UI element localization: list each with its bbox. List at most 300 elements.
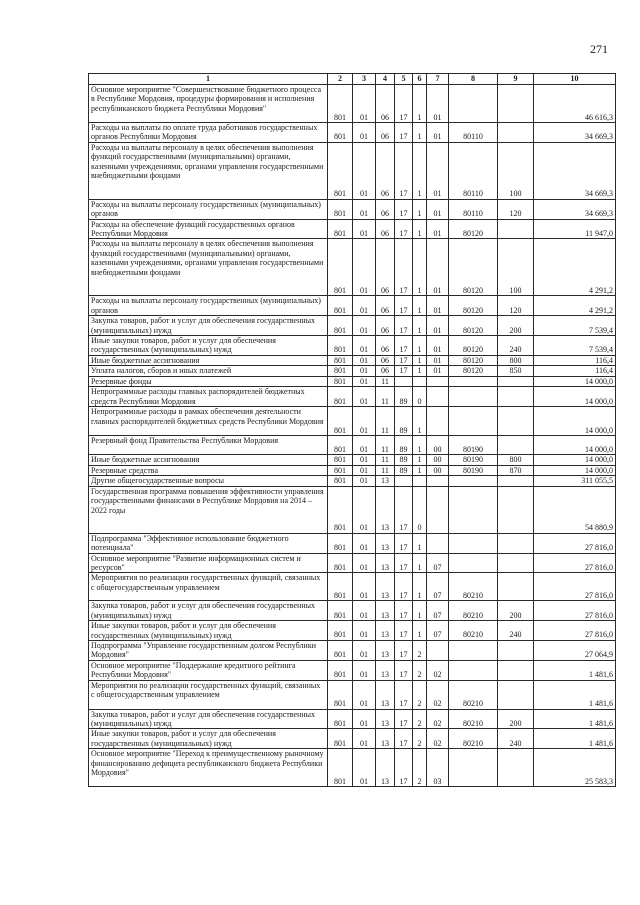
row-cell-c10: 34 669,3 — [534, 142, 616, 199]
row-cell-c10: 4 291,2 — [534, 296, 616, 316]
row-cell-c3: 01 — [353, 476, 376, 487]
row-cell-c5 — [395, 376, 413, 387]
row-cell-c9 — [498, 476, 534, 487]
row-name-cell: Расходы на выплаты персоналу государственных (муниципальных) органов — [89, 296, 328, 316]
row-cell-c8: 80120 — [449, 355, 498, 366]
row-name-cell: Другие общегосударственные вопросы — [89, 476, 328, 487]
row-cell-c4: 13 — [376, 749, 395, 787]
row-cell-c10: 54 880,9 — [534, 486, 616, 533]
row-cell-c6 — [413, 476, 427, 487]
row-cell-c5: 89 — [395, 465, 413, 476]
row-cell-c5: 17 — [395, 239, 413, 296]
table-row — [89, 660, 616, 680]
row-cell-c2: 801 — [328, 366, 353, 377]
row-cell-c6: 1 — [413, 85, 427, 123]
table-row — [89, 199, 616, 219]
row-cell-c5: 89 — [395, 387, 413, 407]
row-cell-c4: 13 — [376, 729, 395, 749]
table-row — [89, 486, 616, 533]
row-cell-c9 — [498, 123, 534, 143]
row-cell-c6: 1 — [413, 407, 427, 436]
row-name-cell: Уплата налогов, сборов и иных платежей — [89, 366, 328, 377]
row-cell-c8 — [449, 486, 498, 533]
table-row — [89, 316, 616, 336]
row-cell-c9 — [498, 219, 534, 239]
row-cell-c3: 01 — [353, 407, 376, 436]
row-cell-c9 — [498, 640, 534, 660]
row-cell-c4: 06 — [376, 336, 395, 356]
row-cell-c3: 01 — [353, 123, 376, 143]
row-cell-c7: 07 — [427, 621, 449, 641]
row-cell-c3: 01 — [353, 533, 376, 553]
row-cell-c7: 01 — [427, 336, 449, 356]
row-cell-c4: 13 — [376, 680, 395, 709]
row-cell-c8: 80120 — [449, 219, 498, 239]
row-cell-c6 — [413, 376, 427, 387]
row-cell-c10: 311 055,5 — [534, 476, 616, 487]
row-cell-c2: 801 — [328, 219, 353, 239]
row-name-cell: Расходы на выплаты персоналу в целях обеспечения выполнения функций государственными (муниципальными) органами, казенными учреждениями, органами управления государственными внебюджетными фондами — [89, 239, 328, 296]
row-cell-c8: 80110 — [449, 123, 498, 143]
row-cell-c7: 01 — [427, 239, 449, 296]
row-cell-c5: 17 — [395, 296, 413, 316]
row-name-cell: Расходы на обеспечение функций государственных органов Республики Мордовия — [89, 219, 328, 239]
row-cell-c2: 801 — [328, 387, 353, 407]
row-cell-c6: 1 — [413, 239, 427, 296]
row-cell-c10: 27 816,0 — [534, 533, 616, 553]
row-cell-c2: 801 — [328, 465, 353, 476]
row-cell-c5: 17 — [395, 533, 413, 553]
table-row — [89, 621, 616, 641]
row-cell-c6: 2 — [413, 680, 427, 709]
row-cell-c9: 240 — [498, 621, 534, 641]
row-cell-c10: 7 539,4 — [534, 336, 616, 356]
row-cell-c4: 06 — [376, 123, 395, 143]
row-cell-c9 — [498, 553, 534, 573]
row-cell-c9 — [498, 407, 534, 436]
row-cell-c10: 14 000,0 — [534, 465, 616, 476]
row-cell-c5: 17 — [395, 573, 413, 601]
row-cell-c9: 100 — [498, 142, 534, 199]
row-cell-c4: 06 — [376, 199, 395, 219]
table-row — [89, 476, 616, 487]
row-name-cell: Иные закупки товаров, работ и услуг для обеспечения государственных (муниципальных) нужд — [89, 729, 328, 749]
row-cell-c10: 27 816,0 — [534, 601, 616, 621]
row-cell-c5: 17 — [395, 640, 413, 660]
row-cell-c3: 01 — [353, 366, 376, 377]
row-cell-c7: 01 — [427, 199, 449, 219]
row-cell-c3: 01 — [353, 729, 376, 749]
row-cell-c3: 01 — [353, 660, 376, 680]
row-cell-c2: 801 — [328, 573, 353, 601]
row-cell-c5: 17 — [395, 729, 413, 749]
table-row — [89, 533, 616, 553]
row-cell-c8 — [449, 660, 498, 680]
row-name-cell: Резервный фонд Правительства Республики Мордовия — [89, 436, 328, 455]
row-name-cell: Закупка товаров, работ и услуг для обеспечения государственных (муниципальных) нужд — [89, 601, 328, 621]
row-cell-c4: 11 — [376, 407, 395, 436]
row-cell-c5: 17 — [395, 601, 413, 621]
row-cell-c2: 801 — [328, 680, 353, 709]
row-cell-c3: 01 — [353, 709, 376, 729]
table-row — [89, 729, 616, 749]
row-cell-c2: 801 — [328, 601, 353, 621]
row-name-cell: Иные бюджетные ассигнования — [89, 355, 328, 366]
row-cell-c5: 17 — [395, 336, 413, 356]
row-cell-c10: 27 816,0 — [534, 621, 616, 641]
row-cell-c5: 89 — [395, 407, 413, 436]
row-cell-c2: 801 — [328, 355, 353, 366]
row-cell-c5: 17 — [395, 709, 413, 729]
table-row — [89, 336, 616, 356]
row-cell-c5: 17 — [395, 366, 413, 377]
row-cell-c10: 46 616,3 — [534, 85, 616, 123]
row-cell-c10: 116,4 — [534, 366, 616, 377]
row-cell-c6: 1 — [413, 465, 427, 476]
table-row — [89, 123, 616, 143]
row-cell-c7 — [427, 407, 449, 436]
row-cell-c10: 27 816,0 — [534, 573, 616, 601]
row-name-cell: Основное мероприятие "Поддержание кредитного рейтинга Республики Мордовия" — [89, 660, 328, 680]
row-name-cell: Закупка товаров, работ и услуг для обеспечения государственных (муниципальных) нужд — [89, 316, 328, 336]
row-cell-c10: 1 481,6 — [534, 729, 616, 749]
row-cell-c3: 01 — [353, 573, 376, 601]
row-cell-c6: 1 — [413, 316, 427, 336]
header-cell: 9 — [498, 74, 534, 85]
table-row — [89, 436, 616, 455]
row-cell-c10: 14 000,0 — [534, 436, 616, 455]
row-name-cell: Подпрограмма "Эффективное использование бюджетного потенциала" — [89, 533, 328, 553]
row-cell-c10: 116,4 — [534, 355, 616, 366]
row-cell-c10: 14 000,0 — [534, 455, 616, 466]
row-cell-c2: 801 — [328, 336, 353, 356]
row-cell-c8: 80210 — [449, 621, 498, 641]
row-name-cell: Резервные фонды — [89, 376, 328, 387]
table-row — [89, 749, 616, 787]
row-cell-c4: 06 — [376, 239, 395, 296]
table-row — [89, 709, 616, 729]
row-cell-c9: 100 — [498, 239, 534, 296]
row-cell-c2: 801 — [328, 533, 353, 553]
row-cell-c9: 870 — [498, 465, 534, 476]
table-row — [89, 85, 616, 123]
row-cell-c9: 120 — [498, 296, 534, 316]
row-cell-c6: 2 — [413, 729, 427, 749]
table-row — [89, 465, 616, 476]
page-number: 271 — [590, 42, 608, 56]
row-cell-c7 — [427, 376, 449, 387]
row-cell-c9 — [498, 660, 534, 680]
row-cell-c2: 801 — [328, 123, 353, 143]
row-cell-c4: 11 — [376, 455, 395, 466]
row-cell-c7: 02 — [427, 729, 449, 749]
row-cell-c5: 17 — [395, 749, 413, 787]
row-cell-c10: 27 064,9 — [534, 640, 616, 660]
row-cell-c3: 01 — [353, 376, 376, 387]
row-cell-c6: 1 — [413, 366, 427, 377]
row-cell-c2: 801 — [328, 476, 353, 487]
row-cell-c3: 01 — [353, 455, 376, 466]
row-cell-c9: 800 — [498, 455, 534, 466]
row-cell-c3: 01 — [353, 316, 376, 336]
row-name-cell: Резервные средства — [89, 465, 328, 476]
row-cell-c3: 01 — [353, 336, 376, 356]
row-cell-c8: 80210 — [449, 709, 498, 729]
row-cell-c5: 17 — [395, 553, 413, 573]
row-cell-c3: 01 — [353, 199, 376, 219]
row-cell-c4: 13 — [376, 601, 395, 621]
row-cell-c4: 06 — [376, 85, 395, 123]
row-cell-c10: 1 481,6 — [534, 709, 616, 729]
row-cell-c4: 13 — [376, 553, 395, 573]
row-cell-c7: 01 — [427, 219, 449, 239]
row-cell-c7: 00 — [427, 455, 449, 466]
row-cell-c7: 07 — [427, 601, 449, 621]
row-cell-c3: 01 — [353, 465, 376, 476]
row-cell-c9: 800 — [498, 355, 534, 366]
row-cell-c3: 01 — [353, 387, 376, 407]
row-cell-c7: 00 — [427, 436, 449, 455]
row-cell-c5: 17 — [395, 219, 413, 239]
table-row — [89, 573, 616, 601]
row-cell-c5: 17 — [395, 85, 413, 123]
row-cell-c2: 801 — [328, 660, 353, 680]
row-cell-c5: 89 — [395, 455, 413, 466]
row-cell-c2: 801 — [328, 85, 353, 123]
row-cell-c5: 17 — [395, 199, 413, 219]
row-cell-c8: 80190 — [449, 436, 498, 455]
row-cell-c7 — [427, 533, 449, 553]
row-name-cell: Непрограммные расходы главных распорядителей бюджетных средств Республики Мордовия — [89, 387, 328, 407]
row-name-cell: Иные закупки товаров, работ и услуг для обеспечения государственных (муниципальных) нужд — [89, 621, 328, 641]
row-cell-c8: 80110 — [449, 199, 498, 219]
row-name-cell: Основное мероприятие "Переход к преимущественному рыночному финансированию дефицита республиканского бюджета Республики Мордовия" — [89, 749, 328, 787]
row-cell-c8: 80210 — [449, 680, 498, 709]
row-cell-c6: 2 — [413, 640, 427, 660]
row-cell-c3: 01 — [353, 85, 376, 123]
row-cell-c2: 801 — [328, 436, 353, 455]
table-row — [89, 376, 616, 387]
header-cell: 6 — [413, 74, 427, 85]
row-cell-c4: 13 — [376, 709, 395, 729]
row-cell-c8 — [449, 85, 498, 123]
table-row — [89, 142, 616, 199]
row-cell-c10: 11 947,0 — [534, 219, 616, 239]
row-cell-c9: 240 — [498, 336, 534, 356]
row-cell-c9: 120 — [498, 199, 534, 219]
row-cell-c2: 801 — [328, 709, 353, 729]
row-cell-c6: 1 — [413, 573, 427, 601]
row-cell-c3: 01 — [353, 749, 376, 787]
row-cell-c10: 25 583,3 — [534, 749, 616, 787]
row-cell-c2: 801 — [328, 640, 353, 660]
row-cell-c7: 01 — [427, 85, 449, 123]
row-cell-c3: 01 — [353, 436, 376, 455]
row-cell-c9: 200 — [498, 316, 534, 336]
row-cell-c7: 02 — [427, 709, 449, 729]
row-name-cell: Расходы на выплаты по оплате труда работников государственных органов Республики Мордовия — [89, 123, 328, 143]
row-cell-c8: 80110 — [449, 142, 498, 199]
row-cell-c2: 801 — [328, 455, 353, 466]
row-cell-c8: 80210 — [449, 601, 498, 621]
row-name-cell: Мероприятия по реализации государственных функций, связанных с общегосударственным управлением — [89, 680, 328, 709]
row-cell-c5: 89 — [395, 436, 413, 455]
row-cell-c3: 01 — [353, 680, 376, 709]
row-cell-c4: 13 — [376, 533, 395, 553]
table-row — [89, 601, 616, 621]
row-cell-c9 — [498, 573, 534, 601]
row-name-cell: Непрограммные расходы в рамках обеспечения деятельности главных распорядителей бюджетных средств Республики Мордовия — [89, 407, 328, 436]
row-cell-c6: 1 — [413, 533, 427, 553]
row-cell-c5 — [395, 476, 413, 487]
row-cell-c4: 06 — [376, 219, 395, 239]
row-cell-c9 — [498, 376, 534, 387]
row-cell-c4: 06 — [376, 316, 395, 336]
row-cell-c10: 34 669,3 — [534, 199, 616, 219]
row-cell-c5: 17 — [395, 660, 413, 680]
row-cell-c8 — [449, 533, 498, 553]
table-row — [89, 219, 616, 239]
row-cell-c6: 1 — [413, 336, 427, 356]
row-cell-c2: 801 — [328, 621, 353, 641]
table-row — [89, 366, 616, 377]
row-cell-c9 — [498, 533, 534, 553]
row-cell-c7 — [427, 387, 449, 407]
row-cell-c6: 1 — [413, 142, 427, 199]
row-cell-c6: 1 — [413, 455, 427, 466]
table-row — [89, 387, 616, 407]
row-cell-c7: 03 — [427, 749, 449, 787]
row-cell-c5: 17 — [395, 355, 413, 366]
row-name-cell: Подпрограмма "Управление государственным долгом Республики Мордовия" — [89, 640, 328, 660]
row-cell-c2: 801 — [328, 199, 353, 219]
row-name-cell: Мероприятия по реализации государственных функций, связанных с общегосударственным управлением — [89, 573, 328, 601]
row-cell-c7: 01 — [427, 123, 449, 143]
row-cell-c4: 13 — [376, 486, 395, 533]
row-cell-c4: 11 — [376, 436, 395, 455]
row-cell-c3: 01 — [353, 621, 376, 641]
row-name-cell: Закупка товаров, работ и услуг для обеспечения государственных (муниципальных) нужд — [89, 709, 328, 729]
row-cell-c8 — [449, 640, 498, 660]
row-cell-c7: 01 — [427, 142, 449, 199]
row-cell-c10: 27 816,0 — [534, 553, 616, 573]
row-cell-c2: 801 — [328, 749, 353, 787]
row-cell-c9 — [498, 749, 534, 787]
row-cell-c7: 01 — [427, 316, 449, 336]
row-cell-c4: 11 — [376, 465, 395, 476]
row-cell-c8 — [449, 476, 498, 487]
row-cell-c8 — [449, 376, 498, 387]
row-cell-c3: 01 — [353, 239, 376, 296]
row-cell-c6: 1 — [413, 123, 427, 143]
row-cell-c4: 06 — [376, 366, 395, 377]
row-cell-c2: 801 — [328, 376, 353, 387]
table-row — [89, 680, 616, 709]
row-cell-c7 — [427, 640, 449, 660]
row-cell-c10: 14 000,0 — [534, 376, 616, 387]
row-name-cell: Государственная программа повышения эффективности управления государственными финансами в Республике Мордовия на 2014 – 2022 годы — [89, 486, 328, 533]
row-cell-c9 — [498, 486, 534, 533]
row-cell-c9 — [498, 387, 534, 407]
row-cell-c8: 80120 — [449, 316, 498, 336]
row-cell-c8: 80190 — [449, 455, 498, 466]
row-cell-c7: 02 — [427, 680, 449, 709]
row-cell-c7: 01 — [427, 366, 449, 377]
row-cell-c3: 01 — [353, 553, 376, 573]
row-cell-c7: 07 — [427, 573, 449, 601]
row-cell-c2: 801 — [328, 316, 353, 336]
row-cell-c4: 11 — [376, 387, 395, 407]
row-cell-c9 — [498, 85, 534, 123]
row-cell-c6: 0 — [413, 387, 427, 407]
row-cell-c6: 2 — [413, 709, 427, 729]
row-cell-c9: 850 — [498, 366, 534, 377]
row-cell-c6: 1 — [413, 355, 427, 366]
row-cell-c6: 2 — [413, 660, 427, 680]
table-row — [89, 355, 616, 366]
row-name-cell: Иные закупки товаров, работ и услуг для обеспечения государственных (муниципальных) нужд — [89, 336, 328, 356]
row-name-cell: Расходы на выплаты персоналу в целях обеспечения выполнения функций государственными (муниципальными) органами, казенными учреждениями, органами управления государственными внебюджетными фондами — [89, 142, 328, 199]
row-name-cell: Иные бюджетные ассигнования — [89, 455, 328, 466]
row-cell-c6: 1 — [413, 219, 427, 239]
row-cell-c10: 14 000,0 — [534, 387, 616, 407]
row-cell-c8: 80210 — [449, 729, 498, 749]
header-cell: 8 — [449, 74, 498, 85]
row-cell-c6: 1 — [413, 621, 427, 641]
row-cell-c2: 801 — [328, 239, 353, 296]
table-row — [89, 640, 616, 660]
header-cell: 10 — [534, 74, 616, 85]
row-cell-c9: 240 — [498, 729, 534, 749]
table-row — [89, 296, 616, 316]
row-cell-c8 — [449, 407, 498, 436]
row-cell-c4: 06 — [376, 142, 395, 199]
row-cell-c10: 34 669,3 — [534, 123, 616, 143]
row-cell-c7: 02 — [427, 660, 449, 680]
row-cell-c3: 01 — [353, 355, 376, 366]
row-cell-c6: 1 — [413, 296, 427, 316]
row-cell-c3: 01 — [353, 142, 376, 199]
row-cell-c7: 00 — [427, 465, 449, 476]
row-cell-c5: 17 — [395, 316, 413, 336]
row-cell-c5: 17 — [395, 680, 413, 709]
row-cell-c3: 01 — [353, 486, 376, 533]
row-cell-c10: 4 291,2 — [534, 239, 616, 296]
row-cell-c7 — [427, 476, 449, 487]
row-cell-c2: 801 — [328, 729, 353, 749]
row-cell-c7: 01 — [427, 296, 449, 316]
row-cell-c10: 1 481,6 — [534, 680, 616, 709]
row-cell-c4: 06 — [376, 296, 395, 316]
row-cell-c4: 13 — [376, 476, 395, 487]
row-cell-c3: 01 — [353, 601, 376, 621]
header-cell: 7 — [427, 74, 449, 85]
row-cell-c6: 0 — [413, 486, 427, 533]
row-cell-c8: 80120 — [449, 336, 498, 356]
row-cell-c2: 801 — [328, 142, 353, 199]
row-cell-c3: 01 — [353, 296, 376, 316]
row-cell-c2: 801 — [328, 486, 353, 533]
row-cell-c8: 80210 — [449, 573, 498, 601]
header-cell: 3 — [353, 74, 376, 85]
row-cell-c4: 13 — [376, 573, 395, 601]
table-row — [89, 455, 616, 466]
row-cell-c8 — [449, 749, 498, 787]
table-row — [89, 553, 616, 573]
budget-table — [88, 73, 616, 787]
row-cell-c3: 01 — [353, 640, 376, 660]
header-row — [89, 74, 616, 85]
